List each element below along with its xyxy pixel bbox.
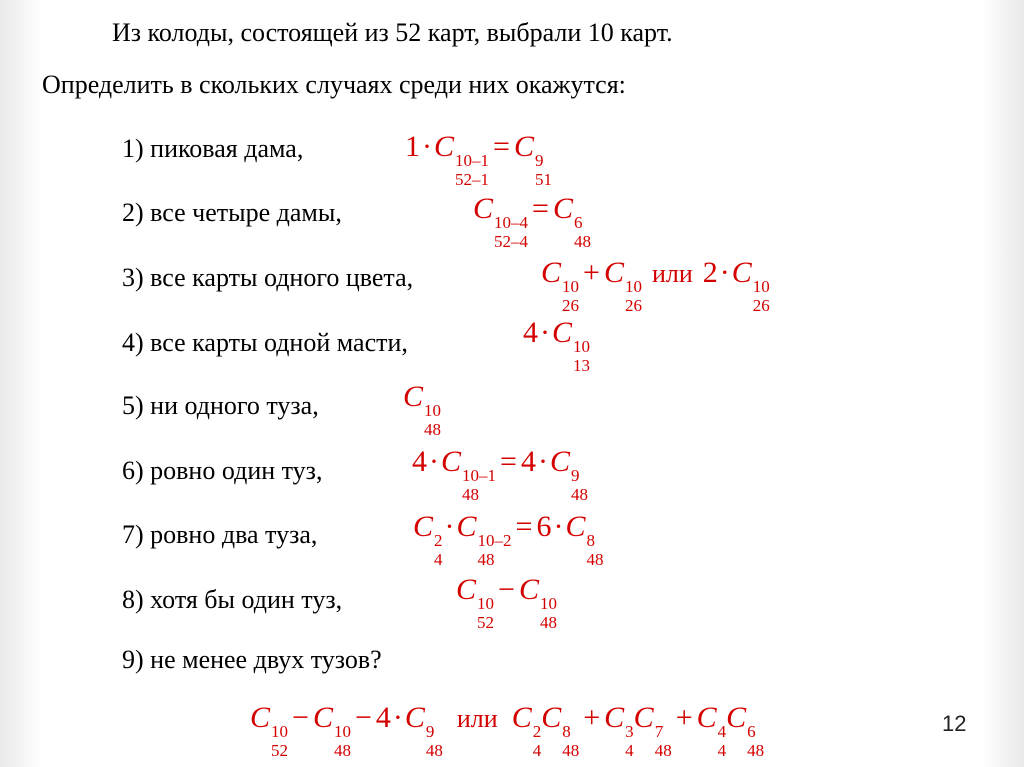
item-7-formula: C 2 4 ·C 10–2 48 = 6·C 8 48 bbox=[413, 510, 604, 569]
item-1-label: 1) пиковая дама, bbox=[122, 134, 304, 163]
item-6-formula: 4·C 10–1 48 = 4·C 9 48 bbox=[412, 445, 588, 504]
item-4-label: 4) все карты одной масти, bbox=[122, 328, 408, 357]
page-number: 12 bbox=[942, 711, 967, 736]
item-4-formula: 4·C 10 13 bbox=[523, 316, 591, 375]
item-5-formula: C 10 48 bbox=[403, 380, 442, 439]
final-formula: C 10 52 − C 10 48 − 4·C 9 48 или C 2 4 C 8 48 + C 3 4 C 7 48 + C 4 4 C 6 48 bbox=[250, 701, 765, 760]
item-5-label: 5) ни одного туза, bbox=[122, 391, 319, 420]
header-line-1: Из колоды, состоящей из 52 карт, выбрали 10 карт. bbox=[112, 18, 673, 47]
left-shadow bbox=[0, 0, 42, 767]
item-1-formula: 1·C 10–1 52–1 = C 9 51 bbox=[405, 130, 552, 189]
item-9-label: 9) не менее двух тузов? bbox=[122, 645, 382, 674]
item-6-label: 6) ровно один туз, bbox=[122, 456, 323, 485]
header-line-2: Определить в скольких случаях среди них окажутся: bbox=[42, 70, 626, 99]
item-8-formula: C 10 52 − C 10 48 bbox=[456, 573, 557, 632]
item-2-formula: C 10–4 52–4 = C 6 48 bbox=[473, 192, 591, 251]
item-7-label: 7) ровно два туза, bbox=[122, 520, 318, 549]
item-2-label: 2) все четыре дамы, bbox=[122, 198, 342, 227]
item-8-label: 8) хотя бы один туз, bbox=[122, 585, 343, 614]
item-3-formula: C 10 26 + C 10 26 или 2·C 10 26 bbox=[541, 256, 770, 315]
right-shadow bbox=[982, 0, 1024, 767]
item-3-label: 3) все карты одного цвета, bbox=[122, 263, 414, 292]
